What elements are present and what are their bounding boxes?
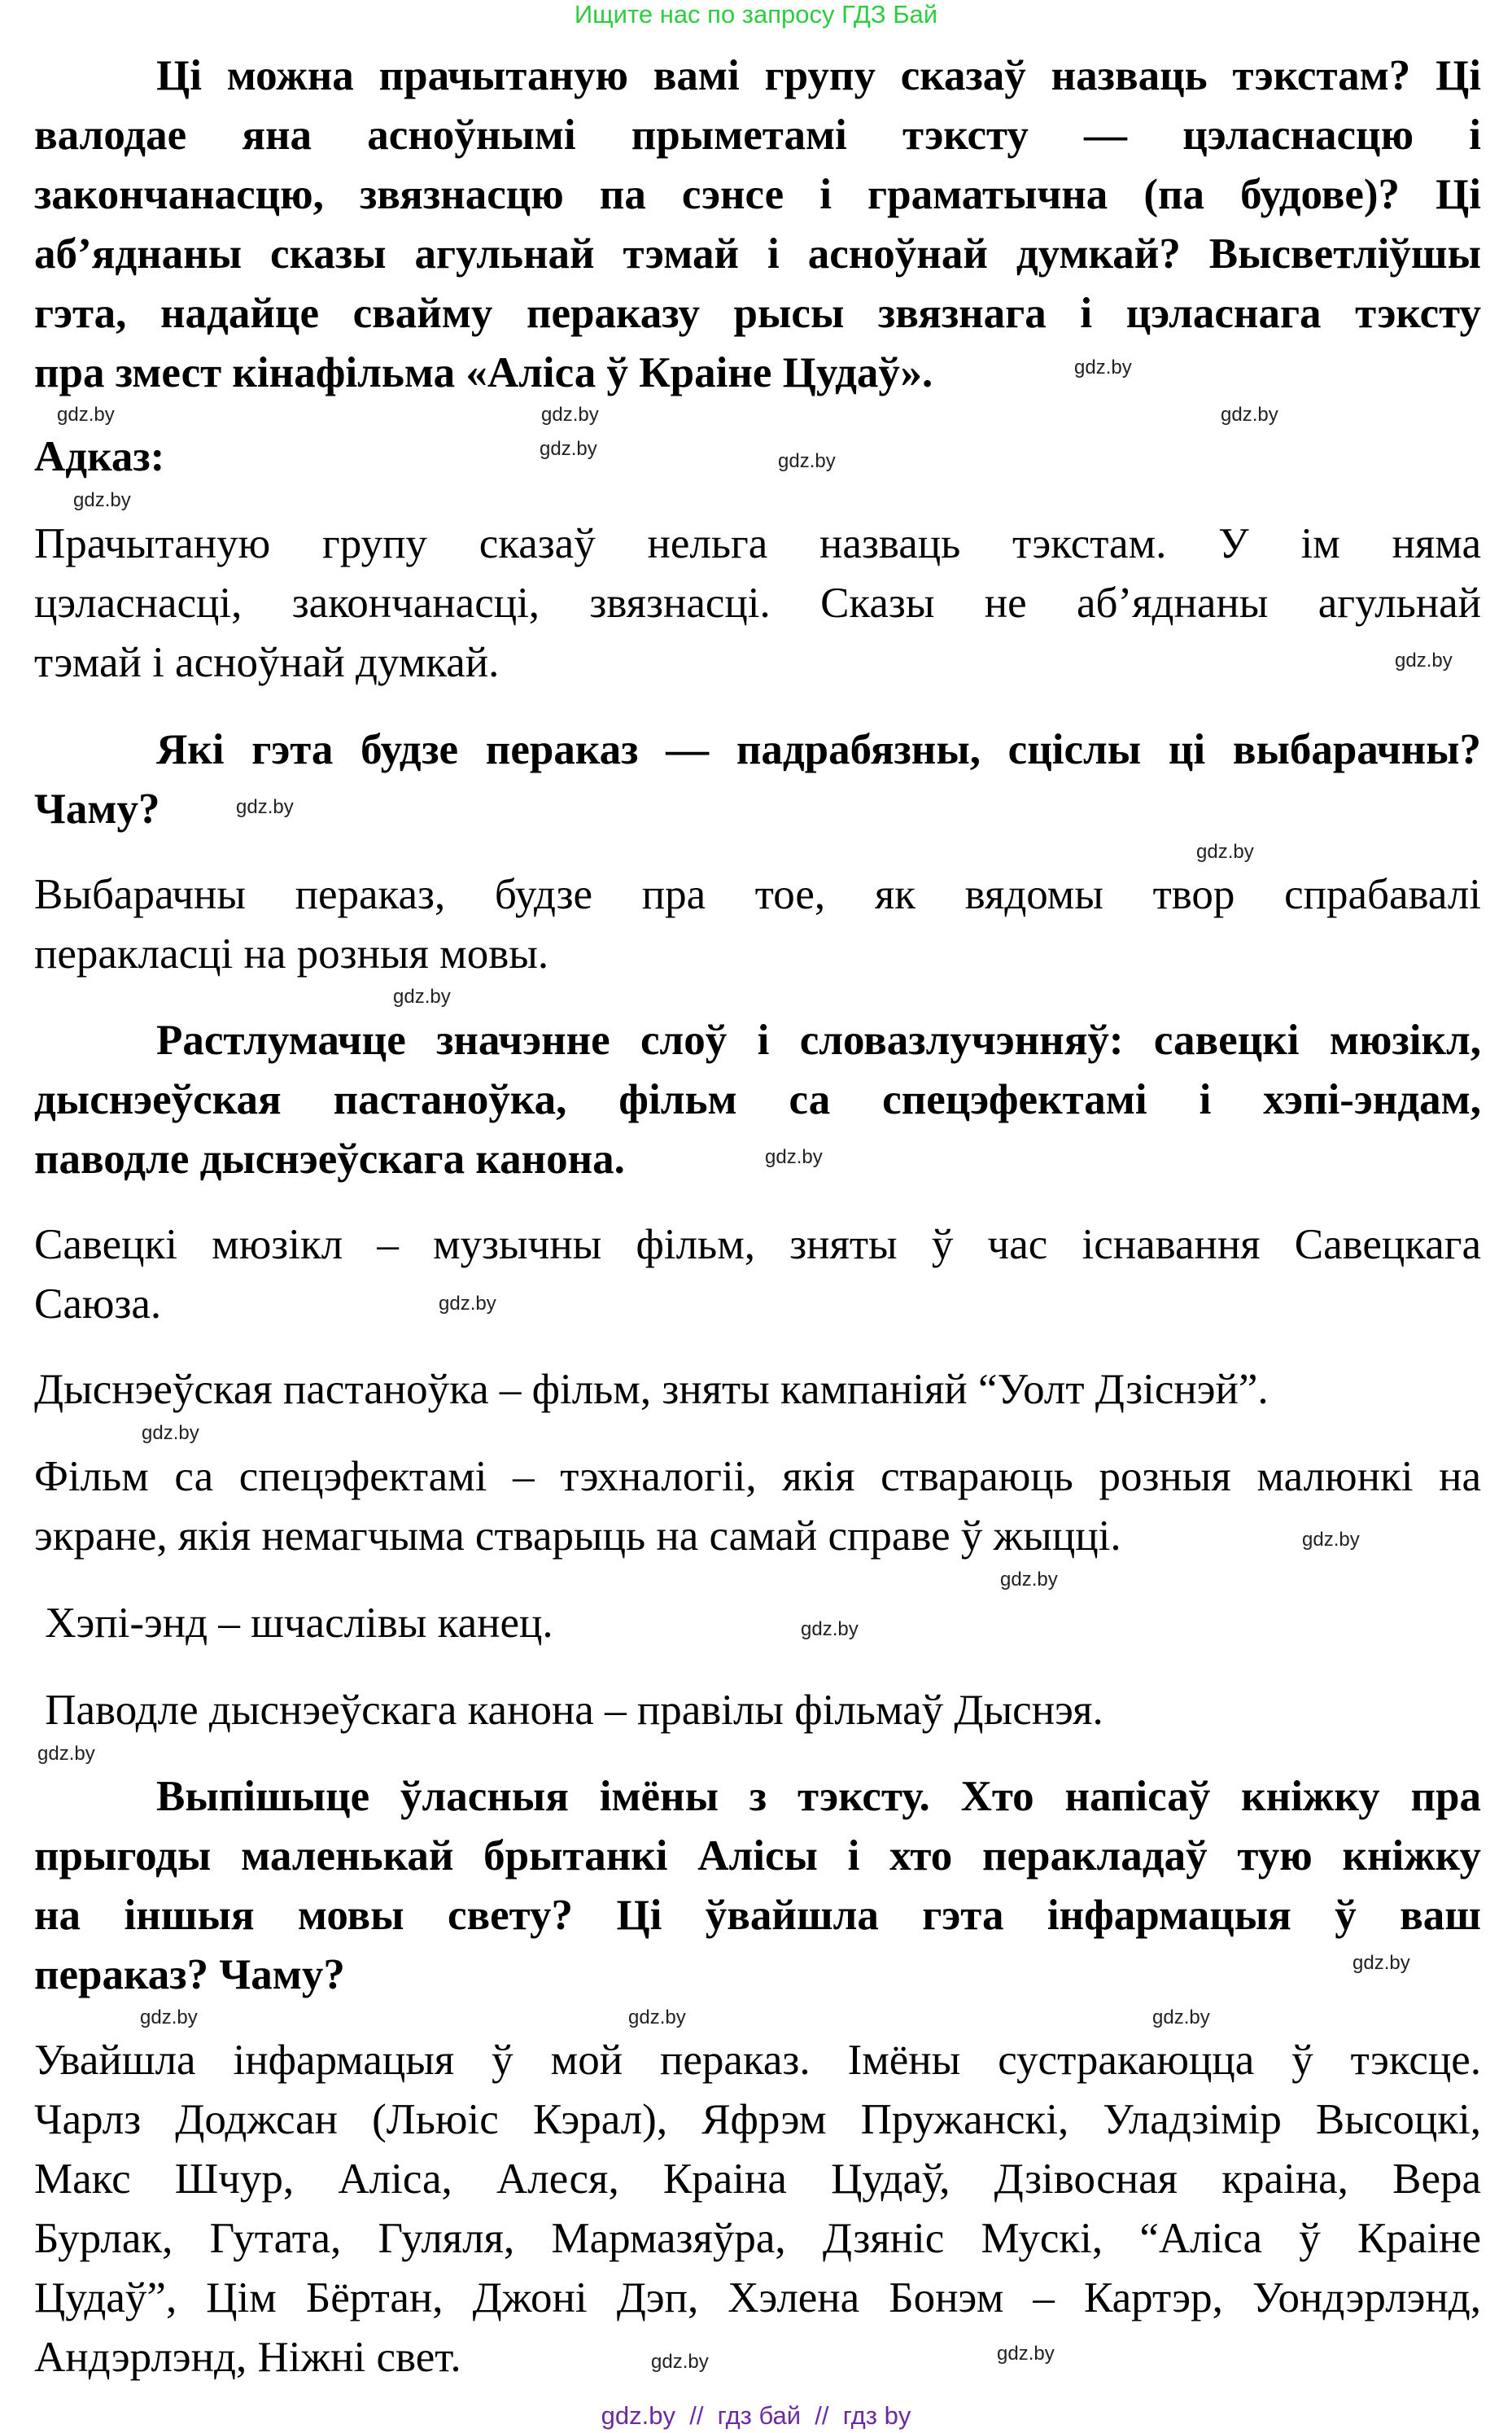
watermark-text: gdz.by bbox=[1196, 841, 1254, 863]
answer-paragraph bbox=[34, 2031, 1481, 2387]
question-paragraph bbox=[34, 1767, 1481, 2005]
text-line: на іншыя мовы свету? Ці ўвайшла гэта інфармацыя ў ваш bbox=[34, 1892, 1481, 1939]
text-line: Саюза. bbox=[34, 1280, 162, 1328]
answer-paragraph bbox=[34, 1447, 1481, 1566]
watermark-text: gdz.by bbox=[1074, 357, 1132, 379]
answer-paragraph bbox=[34, 1215, 1481, 1334]
text-line: гэта, надайце свайму пераказу рысы звязнага і цэласнага тэксту bbox=[34, 290, 1481, 337]
watermark-text: gdz.by bbox=[140, 2006, 198, 2028]
text-line: Растлумачце значэнне слоў і словазлучэнняў: савецкі мюзікл, bbox=[156, 1017, 1481, 1064]
answer-paragraph bbox=[34, 1360, 1269, 1420]
answer-paragraph bbox=[34, 865, 1481, 984]
text-line: Макс Шчур, Аліса, Алеся, Краіна Цудаў, Дзівосная краіна, Вера bbox=[34, 2155, 1481, 2203]
text-line: аб’яднаны сказы агульнай тэмай і асноўнай думкай? Высветліўшы bbox=[34, 230, 1481, 278]
text-line: Выбарачны пераказ, будзе пра тое, як вядомы твор спрабавалі bbox=[34, 871, 1481, 918]
watermark-text: gdz.by bbox=[801, 1618, 859, 1640]
text-line: Ці можна прачытаную вамі групу сказаў назваць тэкстам? Ці bbox=[156, 52, 1481, 99]
watermark-text: gdz.by bbox=[1221, 404, 1278, 426]
watermark-text: gdz.by bbox=[778, 450, 836, 472]
text-line: Фільм са спецэфектамі – тэхналогіі, якія ствараюць розныя малюнкі на bbox=[34, 1453, 1481, 1500]
watermark-text: gdz.by bbox=[541, 404, 599, 426]
watermark-text: gdz.by bbox=[439, 1293, 496, 1315]
watermark-text: gdz.by bbox=[142, 1422, 199, 1444]
text-line: Прачытаную групу сказаў нельга назваць тэкстам. У ім няма bbox=[34, 520, 1481, 567]
watermark-text: gdz.by bbox=[997, 2343, 1055, 2365]
text-line: пераказ? Чаму? bbox=[34, 1951, 345, 1998]
answer-paragraph bbox=[34, 514, 1481, 693]
answer-heading bbox=[34, 427, 164, 487]
text-line: Паводле дыснэеўскага канона – правілы фільмаў Дыснэя. bbox=[34, 1687, 1103, 1734]
text-line: Які гэта будзе пераказ — падрабязны, сціслы ці выбарачны? bbox=[156, 726, 1481, 773]
answer-paragraph bbox=[34, 1594, 553, 1653]
watermark-text: gdz.by bbox=[1302, 1529, 1360, 1551]
text-line: Чаму? bbox=[34, 785, 160, 833]
watermark-text: gdz.by bbox=[57, 404, 115, 426]
text-line: Савецкі мюзікл – музычны фільм, зняты ў час існавання Савецкага bbox=[34, 1221, 1481, 1268]
text-line: Хэпі-энд – шчаслівы канец. bbox=[34, 1599, 553, 1647]
text-line: Бурлак, Гутата, Гуляля, Мармазяўра, Дзяніс Мускі, “Аліса ў Краіне bbox=[34, 2215, 1481, 2262]
text-line: дыснэеўская пастаноўка, фільм са спецэфектамі і хэпі-эндам, bbox=[34, 1076, 1481, 1123]
footer-banner: gdz.by // гдз бай // гдз by bbox=[601, 2401, 911, 2430]
text-line: Дыснэеўская пастаноўка – фільм, зняты кампаніяй “Уолт Дзіснэй”. bbox=[34, 1366, 1269, 1413]
text-line: Чарлз Доджсан (Льюіс Кэрал), Яфрэм Пружанскі, Уладзімір Высоцкі, bbox=[34, 2096, 1481, 2143]
watermark-text: gdz.by bbox=[236, 796, 294, 818]
watermark-text: gdz.by bbox=[1352, 1952, 1410, 1974]
text-line: цэласнасці, закончанасці, звязнасці. Сказы не аб’яднаны агульнай bbox=[34, 580, 1481, 627]
watermark-text: gdz.by bbox=[393, 986, 451, 1008]
watermark-text: gdz.by bbox=[651, 2351, 709, 2373]
text-line: Цудаў”, Цім Бёртан, Джоні Дэп, Хэлена Бонэм – Картэр, Уондэрлэнд, bbox=[34, 2274, 1481, 2321]
watermark-text: gdz.by bbox=[1395, 650, 1453, 672]
text-line: тэмай і асноўнай думкай. bbox=[34, 639, 500, 686]
search-banner: Ищите нас по запросу ГДЗ Бай bbox=[574, 0, 938, 28]
watermark-text: gdz.by bbox=[540, 438, 597, 460]
watermark-text: gdz.by bbox=[1000, 1569, 1058, 1591]
watermark-text: gdz.by bbox=[37, 1743, 95, 1765]
text-line: закончанасцю, звязнасцю па сэнсе і граматычна (па будове)? Ці bbox=[34, 171, 1481, 218]
watermark-text: gdz.by bbox=[1152, 2006, 1210, 2028]
question-paragraph bbox=[34, 46, 1481, 403]
text-line: перакласці на розныя мовы. bbox=[34, 930, 549, 978]
text-line: пра змест кінафільма «Аліса ў Краіне Цудаў». bbox=[34, 349, 933, 396]
text-line: паводле дыснэеўскага канона. bbox=[34, 1136, 625, 1183]
text-line: экране, якія немагчыма стварыць на самай справе ў жыцці. bbox=[34, 1512, 1121, 1560]
question-paragraph bbox=[34, 1011, 1481, 1189]
text-line: прыгоды маленькай брытанкі Алісы і хто перакладаў тую кніжку bbox=[34, 1832, 1481, 1879]
text-line: Адказ: bbox=[34, 433, 165, 480]
watermark-text: gdz.by bbox=[765, 1146, 823, 1168]
watermark-text: gdz.by bbox=[628, 2006, 686, 2028]
text-line: Выпішыце ўласныя імёны з тэксту. Хто напісаў кніжку пра bbox=[156, 1773, 1481, 1820]
text-line: валодае яна асноўнымі прыметамі тэксту — цэласнасцю і bbox=[34, 112, 1481, 159]
text-line: Увайшла інфармацыя ў мой пераказ. Імёны сустракаюцца ў тэксце. bbox=[34, 2037, 1481, 2084]
question-paragraph bbox=[34, 720, 1481, 839]
watermark-text: gdz.by bbox=[73, 489, 131, 511]
text-line: Андэрлэнд, Ніжні свет. bbox=[34, 2334, 461, 2381]
answer-paragraph bbox=[34, 1681, 1103, 1740]
